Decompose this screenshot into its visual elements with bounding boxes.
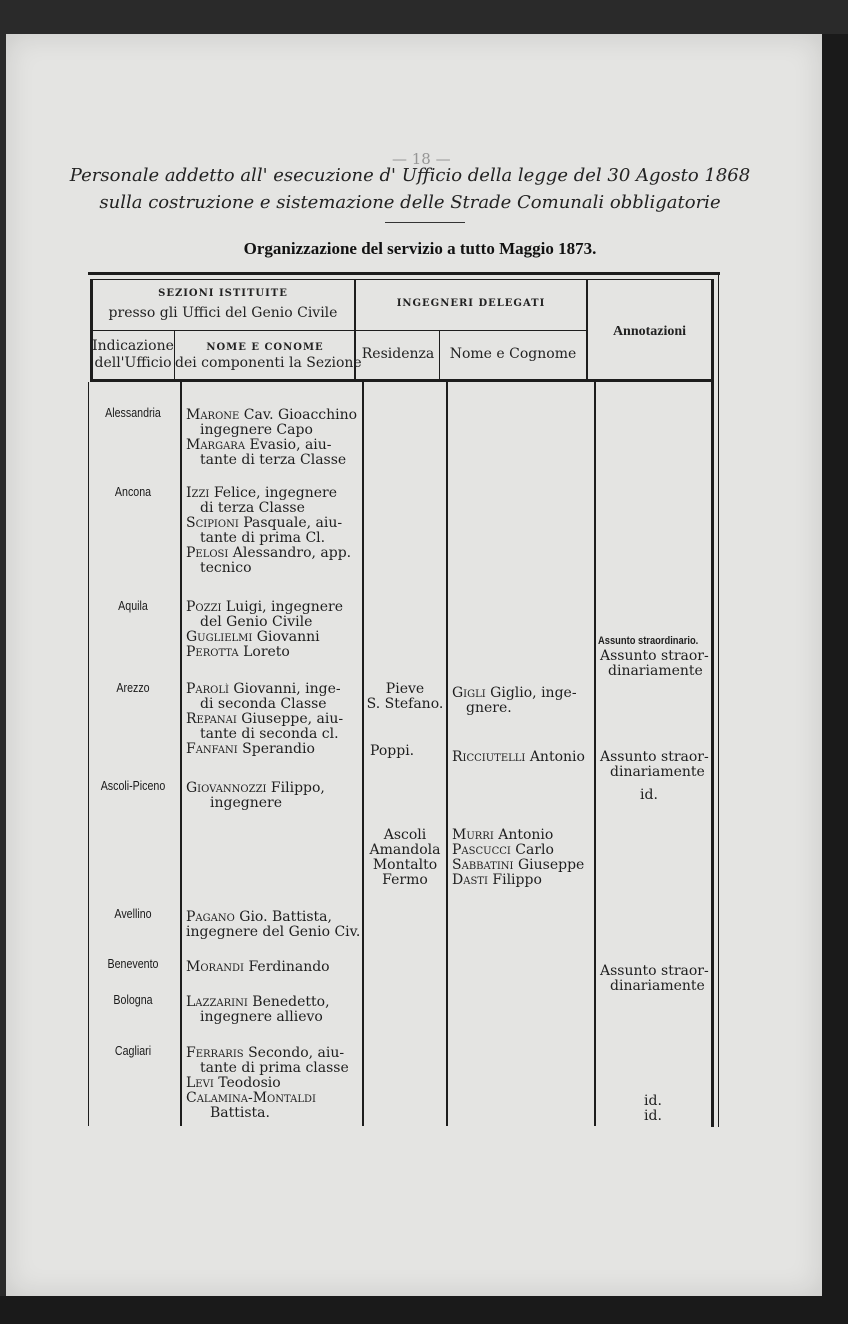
header-nome-cognome: Nome e Cognome: [449, 346, 577, 362]
section-members-ascoli: Giovannozzi Filippo, ingegnere: [186, 780, 325, 811]
residence-ascoli: Ascoli Amandola Montalto Fermo: [369, 827, 441, 888]
document-subtitle: Organizzazione del servizio a tutto Maggio 1873.: [243, 239, 597, 258]
annotation-arezzo: Assunto straor- dinariamente: [600, 749, 709, 780]
header-ingegneri-delegati: INGEGNERI DELEGATI: [396, 298, 546, 309]
header-nome-conome: NOME E CONOME: [206, 342, 324, 353]
annotation-cagliari: id. id.: [644, 1093, 662, 1124]
city-avellino: Avellino: [114, 906, 152, 921]
engineers-ascoli: Murri Antonio Pascucci Carlo Sabbatini Giuseppe Dasti Filippo: [452, 827, 585, 888]
engineer-arezzo-1: Gigli Giglio, inge- gnere.: [452, 685, 577, 716]
section-members-alessandria: Marone Cav. Gioacchino ingegnere Capo Margara Evasio, aiu- tante di terza Classe: [186, 407, 358, 468]
city-aquila: Aquila: [118, 598, 148, 613]
header-componenti: dei componenti la Sezione: [175, 355, 362, 371]
city-ancona: Ancona: [114, 484, 152, 499]
residence-arezzo-1: Pieve S. Stefano.: [366, 681, 444, 712]
engineer-arezzo-2: Ricciutelli Antonio: [452, 749, 585, 765]
city-benevento: Benevento: [107, 956, 159, 971]
header-residenza: Residenza: [361, 346, 435, 362]
section-members-benevento: Morandi Ferdinando: [186, 959, 330, 975]
section-members-ancona: Izzi Felice, ingegnere di terza Classe Scipioni Pasquale, aiu- tante di prima Cl. Pelosi Alessandro, app. tecnico: [186, 485, 352, 576]
section-members-avellino: Pagano Gio. Battista, ingegnere del Genio Civ.: [186, 909, 361, 940]
page-edge-right: [822, 34, 848, 1324]
annotation-aquila: Assunto straordinario. Assunto straor- dinariamente: [598, 635, 709, 679]
header-sezioni-title: SEZIONI ISTITUITE: [158, 288, 288, 299]
document-title-line-2: sulla costruzione e sistemazione delle Strade Comunali obbligatorie: [99, 192, 721, 213]
city-cagliari: Cagliari: [114, 1043, 152, 1058]
city-alessandria: Alessandria: [105, 405, 161, 420]
page-edge-bottom: [0, 1296, 848, 1324]
residence-arezzo-2: Poppi.: [370, 743, 415, 759]
page-number: — 18 —: [392, 150, 451, 168]
city-ascoli-piceno: Ascoli-Piceno: [100, 778, 166, 793]
city-arezzo: Arezzo: [116, 680, 150, 695]
header-indicazione-line-1: Indicazione: [92, 338, 174, 354]
section-members-bologna: Lazzarini Benedetto, ingegnere allievo: [186, 994, 330, 1025]
section-members-aquila: Pozzi Luigi, ingegnere del Genio Civile Guglielmi Giovanni Perotta Loreto: [186, 599, 344, 660]
member-surname: Margara: [186, 437, 246, 453]
section-members-arezzo: Parolì Giovanni, inge- di seconda Classe Repanai Giuseppe, aiu- tante di seconda cl. Fanfani Sperandio: [186, 681, 344, 757]
header-annotazioni: Annotazioni: [612, 324, 687, 339]
member-surname: Marone: [186, 407, 240, 423]
city-bologna: Bologna: [113, 992, 153, 1007]
annotation-ascoli: id.: [640, 787, 658, 803]
section-members-cagliari: Ferraris Secondo, aiu- tante di prima classe Levi Teodosio Calamina-Montaldi Battista.: [186, 1045, 349, 1121]
document-title-line-1: Personale addetto all' esecuzione d' Ufficio della legge del 30 Agosto 1868: [69, 165, 751, 186]
annotation-benevento: Assunto straor- dinariamente: [600, 963, 709, 994]
header-indicazione-line-2: dell'Ufficio: [94, 355, 172, 371]
header-sezioni-subtitle: presso gli Uffici del Genio Civile: [108, 305, 338, 321]
title-rule: [385, 222, 465, 223]
